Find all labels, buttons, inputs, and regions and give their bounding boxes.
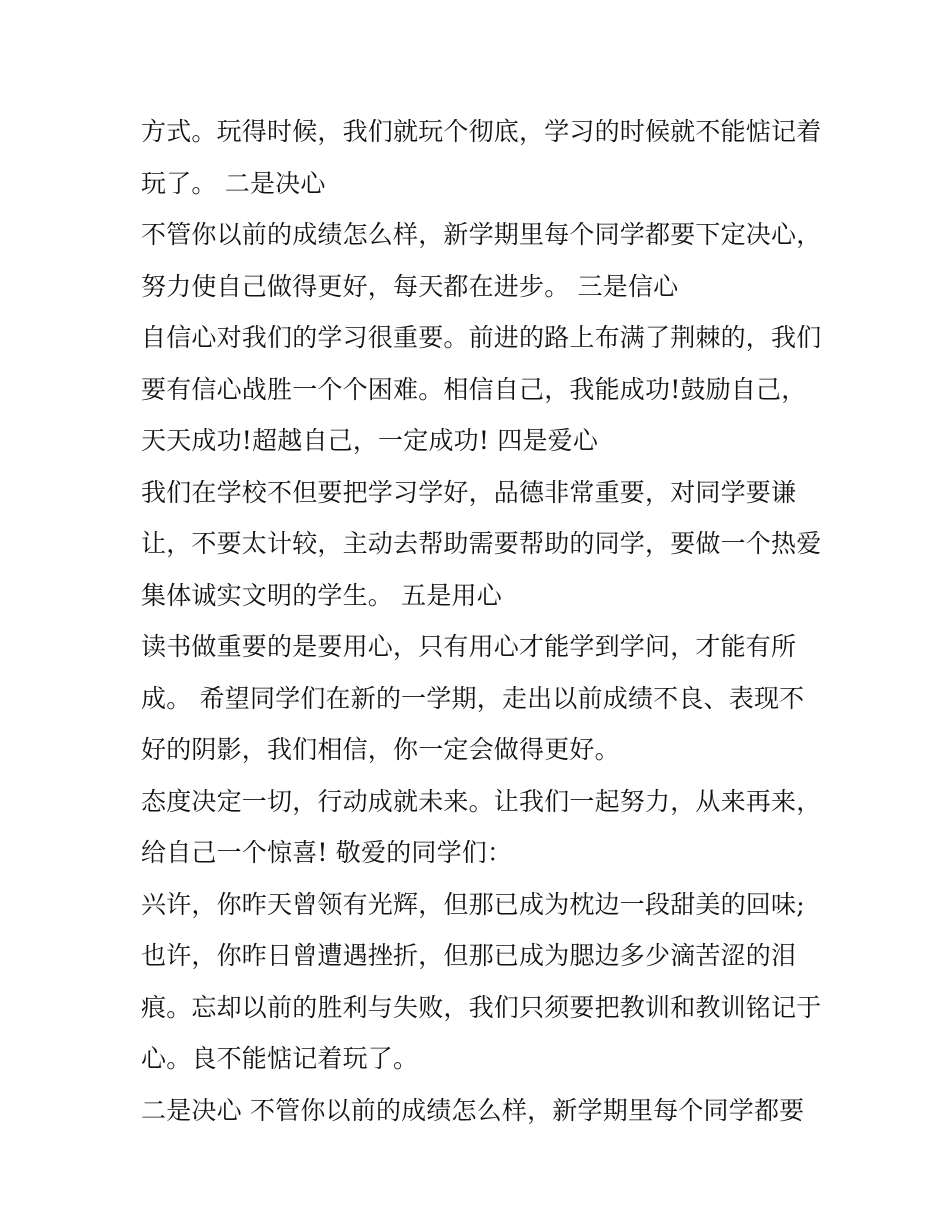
text-line: 心。良不能惦记着玩了。 bbox=[141, 1044, 419, 1073]
text-line: 给自己一个惊喜! 敬爱的同学们： bbox=[141, 838, 513, 867]
text-line: 成。 希望同学们在新的一学期，走出以前成绩不良、表现不 bbox=[141, 683, 805, 713]
text-line: 二是决心 不管你以前的成绩怎么样，新学期里每个同学都要 bbox=[141, 1095, 805, 1125]
text-line: 努力使自己做得更好，每天都在进步。 三是信心 bbox=[141, 271, 679, 301]
text-line: 好的阴影，我们相信，你一定会做得更好。 bbox=[141, 735, 620, 764]
text-line: 也许，你昨日曾遭遇挫折，但那已成为腮边多少滴苦涩的泪 bbox=[141, 941, 797, 970]
text-line: 态度决定一切，行动成就未来。让我们一起努力，从来再来， bbox=[141, 786, 822, 816]
text-line: 我们在学校不但要把学习学好，品德非常重要，对同学要谦 bbox=[141, 477, 797, 507]
text-line: 兴许，你昨天曾领有光辉，但那已成为枕边一段甜美的回味; bbox=[141, 889, 805, 919]
text-line: 玩了。 二是决心 bbox=[141, 168, 326, 198]
body-text bbox=[141, 106, 831, 1136]
text-line: 自信心对我们的学习很重要。前进的路上布满了荆棘的，我们 bbox=[141, 323, 822, 352]
text-line: 让，不要太计较，主动去帮助需要帮助的同学，要做一个热爱 bbox=[141, 529, 822, 558]
text-line: 方式。玩得时候，我们就玩个彻底，学习的时候就不能惦记着 bbox=[141, 117, 822, 146]
text-line: 痕。忘却以前的胜利与失败，我们只须要把教训和教训铭记于 bbox=[141, 992, 822, 1022]
text-line: 集体诚实文明的学生。 五是用心 bbox=[141, 580, 502, 610]
text-line: 读书做重要的是要用心，只有用心才能学到学问，才能有所 bbox=[141, 632, 797, 661]
text-line: 天天成功!超越自己，一定成功! 四是爱心 bbox=[141, 426, 599, 455]
text-line: 要有信心战胜一个个困难。相信自己，我能成功!鼓励自己， bbox=[141, 374, 807, 404]
text-line: 不管你以前的成绩怎么样，新学期里每个同学都要下定决心， bbox=[141, 220, 822, 249]
